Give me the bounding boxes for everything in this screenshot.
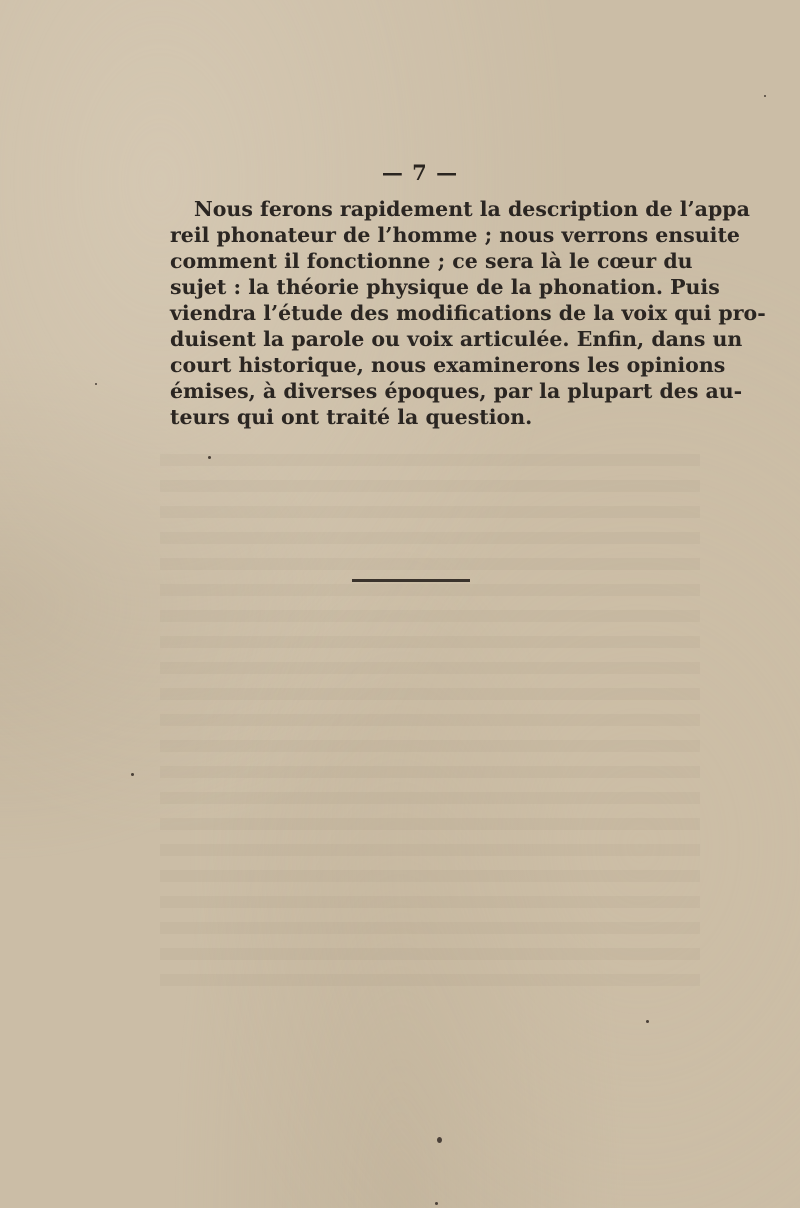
text-line: sujet : la théorie physique de la phonation. Puis	[170, 275, 720, 299]
text-line: teurs qui ont traité la question.	[170, 405, 533, 429]
text-line: viendra l’étude des modifications de la voix qui pro-	[170, 301, 766, 325]
paper-speck	[131, 773, 134, 776]
paper-speck	[435, 1202, 438, 1205]
paper-speck	[764, 95, 766, 97]
text-line: reil phonateur de l’homme ; nous verrons ensuite	[170, 223, 740, 247]
body-paragraph	[170, 196, 766, 430]
text-line: Nous ferons rapidement la description de l’appa	[194, 197, 750, 221]
paper-speck	[646, 1020, 649, 1023]
show-through-texture	[160, 440, 700, 1000]
paper-speck	[95, 383, 97, 385]
section-divider-rule	[352, 579, 470, 582]
paper-speck	[208, 456, 211, 459]
page-number: — 7 —	[381, 160, 459, 185]
text-line: comment il fonctionne ; ce sera là le cœur du	[170, 249, 693, 273]
paper-speck	[437, 1137, 442, 1143]
text-line: duisent la parole ou voix articulée. Enfin, dans un	[170, 327, 743, 351]
text-line: émises, à diverses époques, par la plupart des au-	[170, 379, 743, 403]
text-line: court historique, nous examinerons les opinions	[170, 353, 726, 377]
